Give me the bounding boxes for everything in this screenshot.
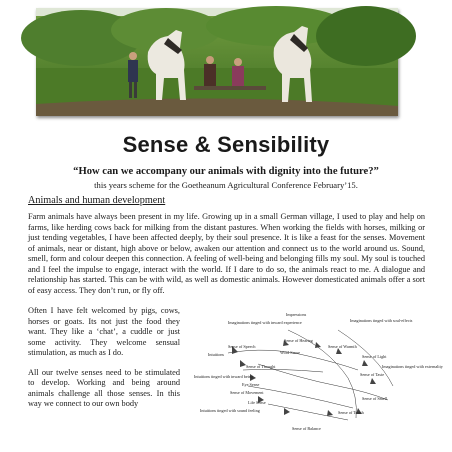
twelve-senses-diagram — [188, 308, 443, 436]
label-impressions: Impressions — [286, 312, 307, 317]
label-sense-speech: Sense of Speech — [228, 344, 256, 349]
label-sense-touch: Sense of Touch — [338, 410, 364, 415]
page-title: Sense & Sensibility — [122, 132, 330, 157]
label-sense-balance: Sense of Balance — [292, 426, 321, 431]
label-eye-sense: Eye Sense — [242, 382, 260, 387]
label-imag-inward: Imaginations tinged with inward experience — [228, 320, 302, 325]
page-subtitle: “How can we accompany our animals with dignity into the future?” — [73, 166, 379, 177]
conference-line: this years scheme for the Goetheanum Agricultural Conference February’15. — [94, 180, 358, 190]
left-column — [28, 306, 180, 410]
diagram-curve-4 — [268, 404, 348, 420]
label-word-sense: Word Sense — [280, 350, 301, 355]
label-intuition-inward: Intuitions tinged with inward being — [194, 374, 254, 379]
diagram-curve-7 — [243, 369, 323, 372]
photo-illustration — [36, 8, 398, 116]
label-sense-warmth: Sense of Warmth — [328, 344, 357, 349]
label-intuitions: Intuitions — [208, 352, 225, 357]
label-life-sense: Life Sense — [248, 400, 266, 405]
paragraph-twelve-senses: All our twelve senses need to be stimulated to develop. Working and being around animals challenge all those senses. In this way we connect to our own body — [28, 367, 180, 408]
section-heading: Animals and human development — [28, 195, 166, 206]
label-sense-hearing: Sense of Hearing — [284, 338, 313, 343]
header-photo-horses-plowing — [36, 8, 398, 116]
label-sense-light: Sense of Light — [362, 354, 387, 359]
label-imag-external: Imaginations tinged with externality — [382, 364, 443, 369]
label-sense-smell: Sense of Smell — [362, 396, 388, 401]
label-sense-thought: Sense of Thought — [246, 364, 276, 369]
intro-paragraph: Farm animals have always been present in my life. Growing up in a small German village, I used to play and help on farms, like herding cows back for milking from the distant pastures. When working the fields with horses, milking or just tending vegetables, I have been affected deeply, by their soul presence. It is like a feast for the senses. Movement of animals, near or distant, high above or below, awaken our attention and connect us to the world around us. Sound, smell, form and colour deepen this connection. A feeling of well-being and belonging fills my soul. My soul is touched and I feel the impulse to engage, interact with the world. If I dare to do so, the animals react to me. A dialogue and relationship has started. This can be with wild, as well as domestic animals. However domesticated animals offer a sort of easy access. They don’t run, or fly off. — [28, 212, 425, 295]
label-intuition-sound: Intuitions tinged with sound feeling — [200, 408, 260, 413]
label-imag-self: Imaginations tinged with soul-effects — [350, 318, 413, 323]
label-sense-taste: Sense of Taste — [360, 372, 385, 377]
label-sense-movement: Sense of Movement — [230, 390, 264, 395]
paragraph-welcomed: Often I have felt welcomed by pigs, cows, horses or goats. Its not just the food they want. They like a ‘chat’, a cuddle or just some activity. They welcome sensual stimulation, as much as I do. — [28, 306, 180, 357]
